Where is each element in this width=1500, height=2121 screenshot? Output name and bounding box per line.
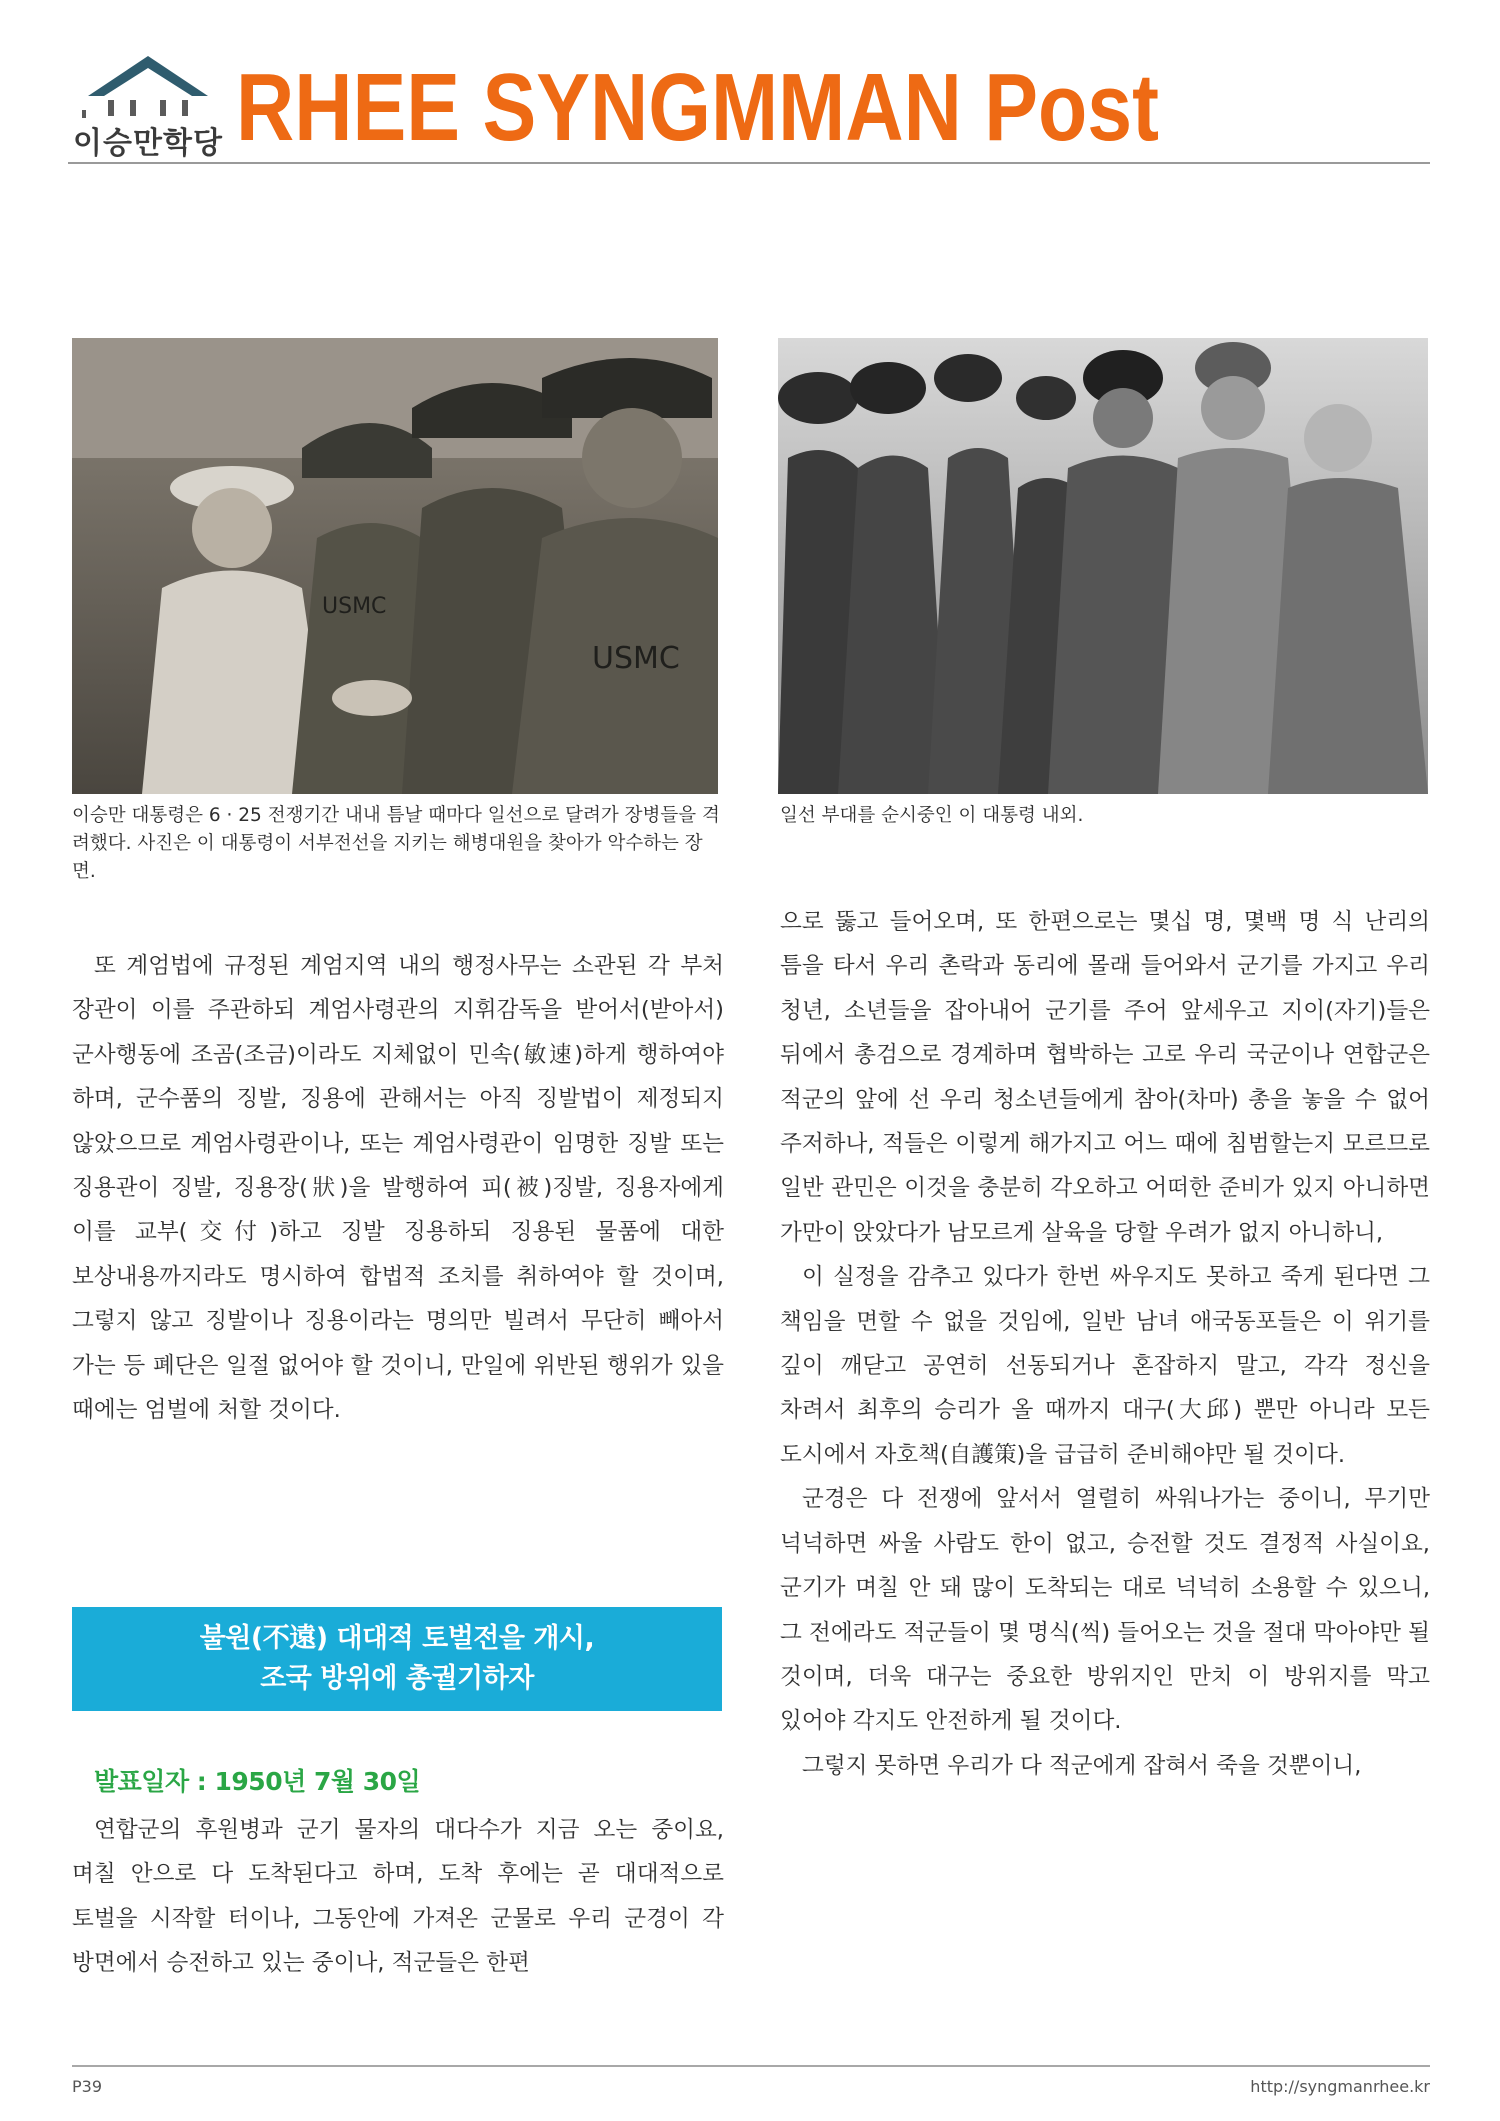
- section-title-line-2: 조국 방위에 총궐기하자: [260, 1663, 534, 1694]
- section-body-left: [72, 1808, 724, 1986]
- photo-president-inspection: [778, 338, 1428, 794]
- body-paragraph: 또 계엄법에 규정된 계엄지역 내의 행정사무는 소관된 각 부처 장관이 이를 주관하되 계엄사령관의 지휘감독을 받어서(받아서) 군사행동에 조곰(조금)이라도 지체없이 민속(敏速)하게 행하여야 하며, 군수품의 징발, 징용에 관해서는 아직 징발법이 제정되지 않았으므로 계엄사령관이나, 또는 계엄사령관이 임명한 징발 또는 징용관이 징발, 징용장(狀)을 발행하여 피(被)징발, 징용자에게 이를 교부(交付)하고 징발 징용하되 징용된 물품에 대한 보상내용까지라도 명시하여 합법적 조치를 취하여야 할 것이며, 그렇지 않고 징발이나 징용이라는 명의만 빌려서 무단히 빼아서 가는 등 폐단은 일절 없어야 할 것이니, 만일에 위반된 행위가 있을 때에는 엄벌에 처할 것이다.: [72, 953, 724, 1424]
- body-paragraph: 군경은 다 전쟁에 앞서서 열렬히 싸워나가는 중이니, 무기만 넉넉하면 싸울 사람도 한이 없고, 승전할 것도 결정적 사실이요, 군기가 며칠 안 돼 많이 도착되는 대로 넉넉히 소용할 수 있으니, 그 전에라도 적군들이 몇 명식(씩) 들어오는 것을 절대 막아야만 될 것이며, 더욱 대구는 중요한 방위지인 만치 이 방위지를 막고 있어야 각지도 안전하게 될 것이다.: [780, 1486, 1430, 1735]
- section-heading-banner: [72, 1607, 722, 1711]
- announcement-date: 발표일자 : 1950년 7월 30일: [94, 1767, 421, 1796]
- uniform-label-2: USMC: [592, 641, 680, 676]
- body-paragraph: 연합군의 후원병과 군기 물자의 대다수가 지금 오는 중이요, 며칠 안으로 다 도착된다고 하며, 도착 후에는 곧 대대적으로 토벌을 시작할 터이나, 그동안에 가져온 군물로 우리 군경이 각 방면에서 승전하고 있는 중이나, 적군들은 한편: [72, 1817, 724, 1977]
- uniform-label-1: USMC: [322, 594, 387, 619]
- website-url[interactable]: http://syngmanrhee.kr: [1250, 2077, 1430, 2096]
- header-divider: [68, 162, 1430, 164]
- right-column-text: [780, 900, 1430, 1788]
- masthead: [68, 52, 1430, 162]
- body-paragraph: 으로 뚫고 들어오며, 또 한편으로는 몇십 명, 몇백 명 식 난리의 틈을 타서 우리 촌락과 동리에 몰래 들어와서 군기를 가지고 우리 청년, 소년들을 잡아내어 군기를 주어 앞세우고 지이(자기)들은 뒤에서 총검으로 경계하며 협박하는 고로 우리 국군이나 연합군은 적군의 앞에 선 우리 청소년들에게 참아(차마) 총을 놓을 수 없어 주저하나, 적들은 이렇게 해가지고 어느 때에 침범할는지 모르므로 일반 관민은 이것을 충분히 각오하고 어떠한 준비가 있지 아니하면 가만이 앉았다가 남모르게 살육을 당할 우려가 없지 아니하니,: [780, 909, 1430, 1246]
- body-paragraph: 이 실정을 감추고 있다가 한번 싸우지도 못하고 죽게 된다면 그 책임을 면할 수 없을 것임에, 일반 남녀 애국동포들은 이 위기를 깊이 깨닫고 공연히 선동되거나 혼잡하지 말고, 각각 정신을 차려서 최후의 승리가 올 때까지 대구(大邱) 뿐만 아니라 모든 도시에서 자호책(自護策)을 급급히 준비해야만 될 것이다.: [780, 1264, 1430, 1468]
- house-logo-icon: [68, 52, 228, 118]
- page-number: P39: [72, 2077, 103, 2096]
- body-paragraph: 그렇지 못하면 우리가 다 적군에게 잡혀서 죽을 것뿐이니,: [802, 1752, 1362, 1779]
- footer-divider: [72, 2065, 1430, 2067]
- logo-text: 이승만학당: [73, 126, 223, 161]
- left-column-text: [72, 944, 724, 1432]
- photo-caption-1: 이승만 대통령은 6 · 25 전쟁기간 내내 틈날 때마다 일선으로 달려가 장병들을 격려했다. 사진은 이 대통령이 서부전선을 지키는 해병대원을 찾아가 악수하는 장면.: [72, 805, 720, 882]
- logo: [68, 52, 228, 160]
- photo-caption-2: 일선 부대를 순시중인 이 대통령 내외.: [780, 805, 1084, 826]
- section-title-line-1: 불원(不遠) 대대적 토벌전을 개시,: [199, 1623, 595, 1654]
- photo-marines-handshake: [72, 338, 718, 794]
- publication-title: RHEE SYNGMMAN Post: [236, 54, 1159, 161]
